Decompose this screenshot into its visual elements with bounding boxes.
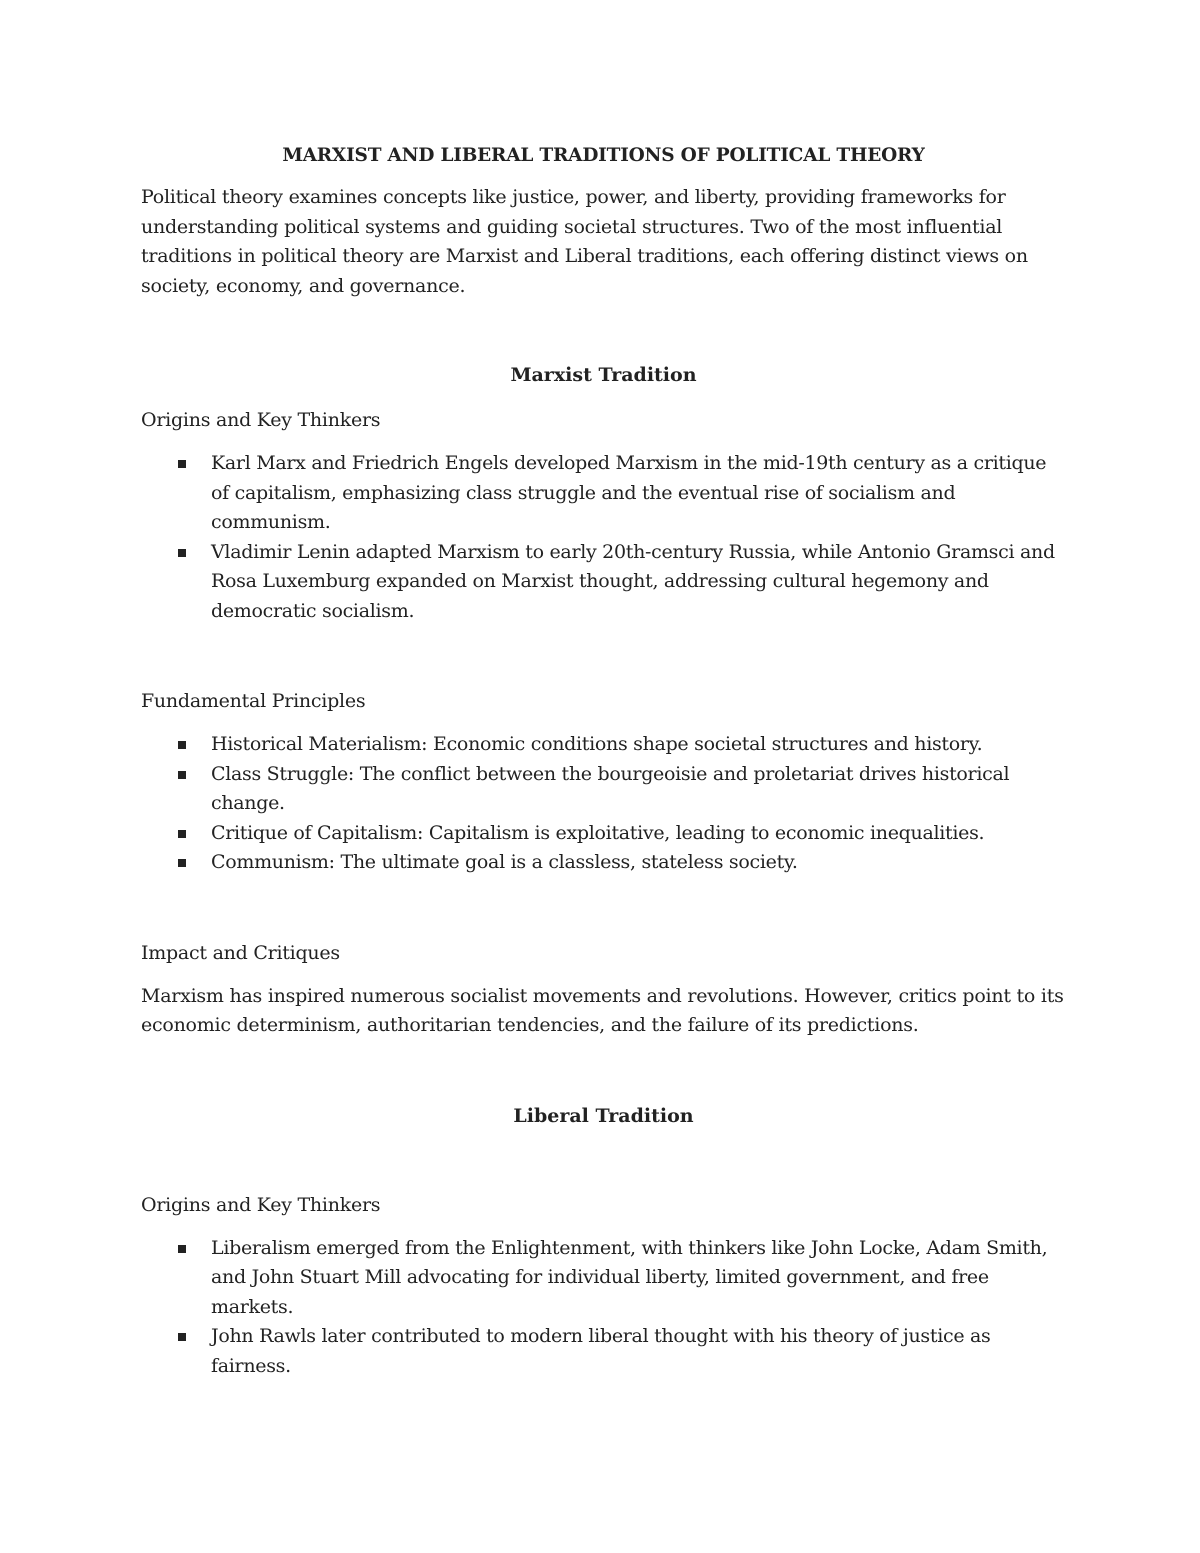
liberal-origins-heading: Origins and Key Thinkers bbox=[141, 1193, 381, 1216]
list-item bbox=[141, 760, 1066, 819]
list-item bbox=[141, 1234, 1066, 1323]
list-item bbox=[141, 1322, 1066, 1381]
list-item-text: Liberalism emerged from the Enlightenment, with thinkers like John Locke, Adam Smith, and John Stuart Mill advocating for individual liberty, limited government, and free markets. bbox=[211, 1236, 1048, 1318]
bullet-square-icon bbox=[178, 859, 186, 867]
list-item-text: Communism: The ultimate goal is a classless, stateless society. bbox=[211, 851, 798, 873]
liberal-section-heading: Liberal Tradition bbox=[513, 1104, 694, 1127]
marxist-origins-heading: Origins and Key Thinkers bbox=[141, 409, 381, 431]
list-item bbox=[141, 449, 1066, 538]
bullet-square-icon bbox=[178, 771, 186, 779]
marxist-impact-paragraph: Marxism has inspired numerous socialist movements and revolutions. However, critics point to its economic determinism, authoritarian tendencies, and the failure of its predictions. bbox=[141, 984, 1064, 1036]
list-item bbox=[141, 819, 1066, 849]
marxist-principles-heading: Fundamental Principles bbox=[141, 690, 366, 712]
liberal-origins-list bbox=[141, 1234, 1066, 1382]
bullet-square-icon bbox=[178, 549, 186, 557]
intro-paragraph: Political theory examines concepts like justice, power, and liberty, providing frameworks for understanding political systems and guiding societal structures. Two of the most influential traditions in political theory are Marxist and Liberal traditions, each offering distinct views on society, economy, and governance. bbox=[141, 186, 1028, 297]
marxist-section-heading: Marxist Tradition bbox=[510, 364, 697, 386]
list-item-text: Karl Marx and Friedrich Engels developed Marxism in the mid-19th century as a critique of capitalism, emphasizing class struggle and the eventual rise of socialism and communism. bbox=[211, 452, 1047, 533]
marxist-impact-heading: Impact and Critiques bbox=[141, 941, 340, 964]
list-item bbox=[141, 848, 1066, 878]
list-item bbox=[141, 538, 1066, 627]
list-item-text: Historical Materialism: Economic conditions shape societal structures and history. bbox=[211, 733, 983, 755]
list-item-text: Critique of Capitalism: Capitalism is exploitative, leading to economic inequalities. bbox=[211, 821, 985, 844]
bullet-square-icon bbox=[178, 830, 186, 838]
marxist-principles-list bbox=[141, 730, 1066, 878]
list-item-text: Class Struggle: The conflict between the bourgeoisie and proletariat drives historical change. bbox=[211, 762, 1010, 814]
list-item bbox=[141, 730, 1066, 760]
list-item-text: John Rawls later contributed to modern liberal thought with his theory of justice as fairness. bbox=[211, 1325, 991, 1377]
bullet-square-icon bbox=[178, 460, 186, 468]
bullet-square-icon bbox=[178, 1333, 186, 1341]
document-page bbox=[141, 141, 1066, 1381]
bullet-square-icon bbox=[178, 1245, 186, 1253]
bullet-square-icon bbox=[178, 741, 186, 749]
list-item-text: Vladimir Lenin adapted Marxism to early 20th-century Russia, while Antonio Gramsci and Rosa Luxemburg expanded on Marxist thought, addressing cultural hegemony and democratic socialism. bbox=[211, 540, 1055, 622]
document-title: MARXIST AND LIBERAL TRADITIONS OF POLITICAL THEORY bbox=[282, 145, 925, 166]
marxist-origins-list bbox=[141, 449, 1066, 626]
